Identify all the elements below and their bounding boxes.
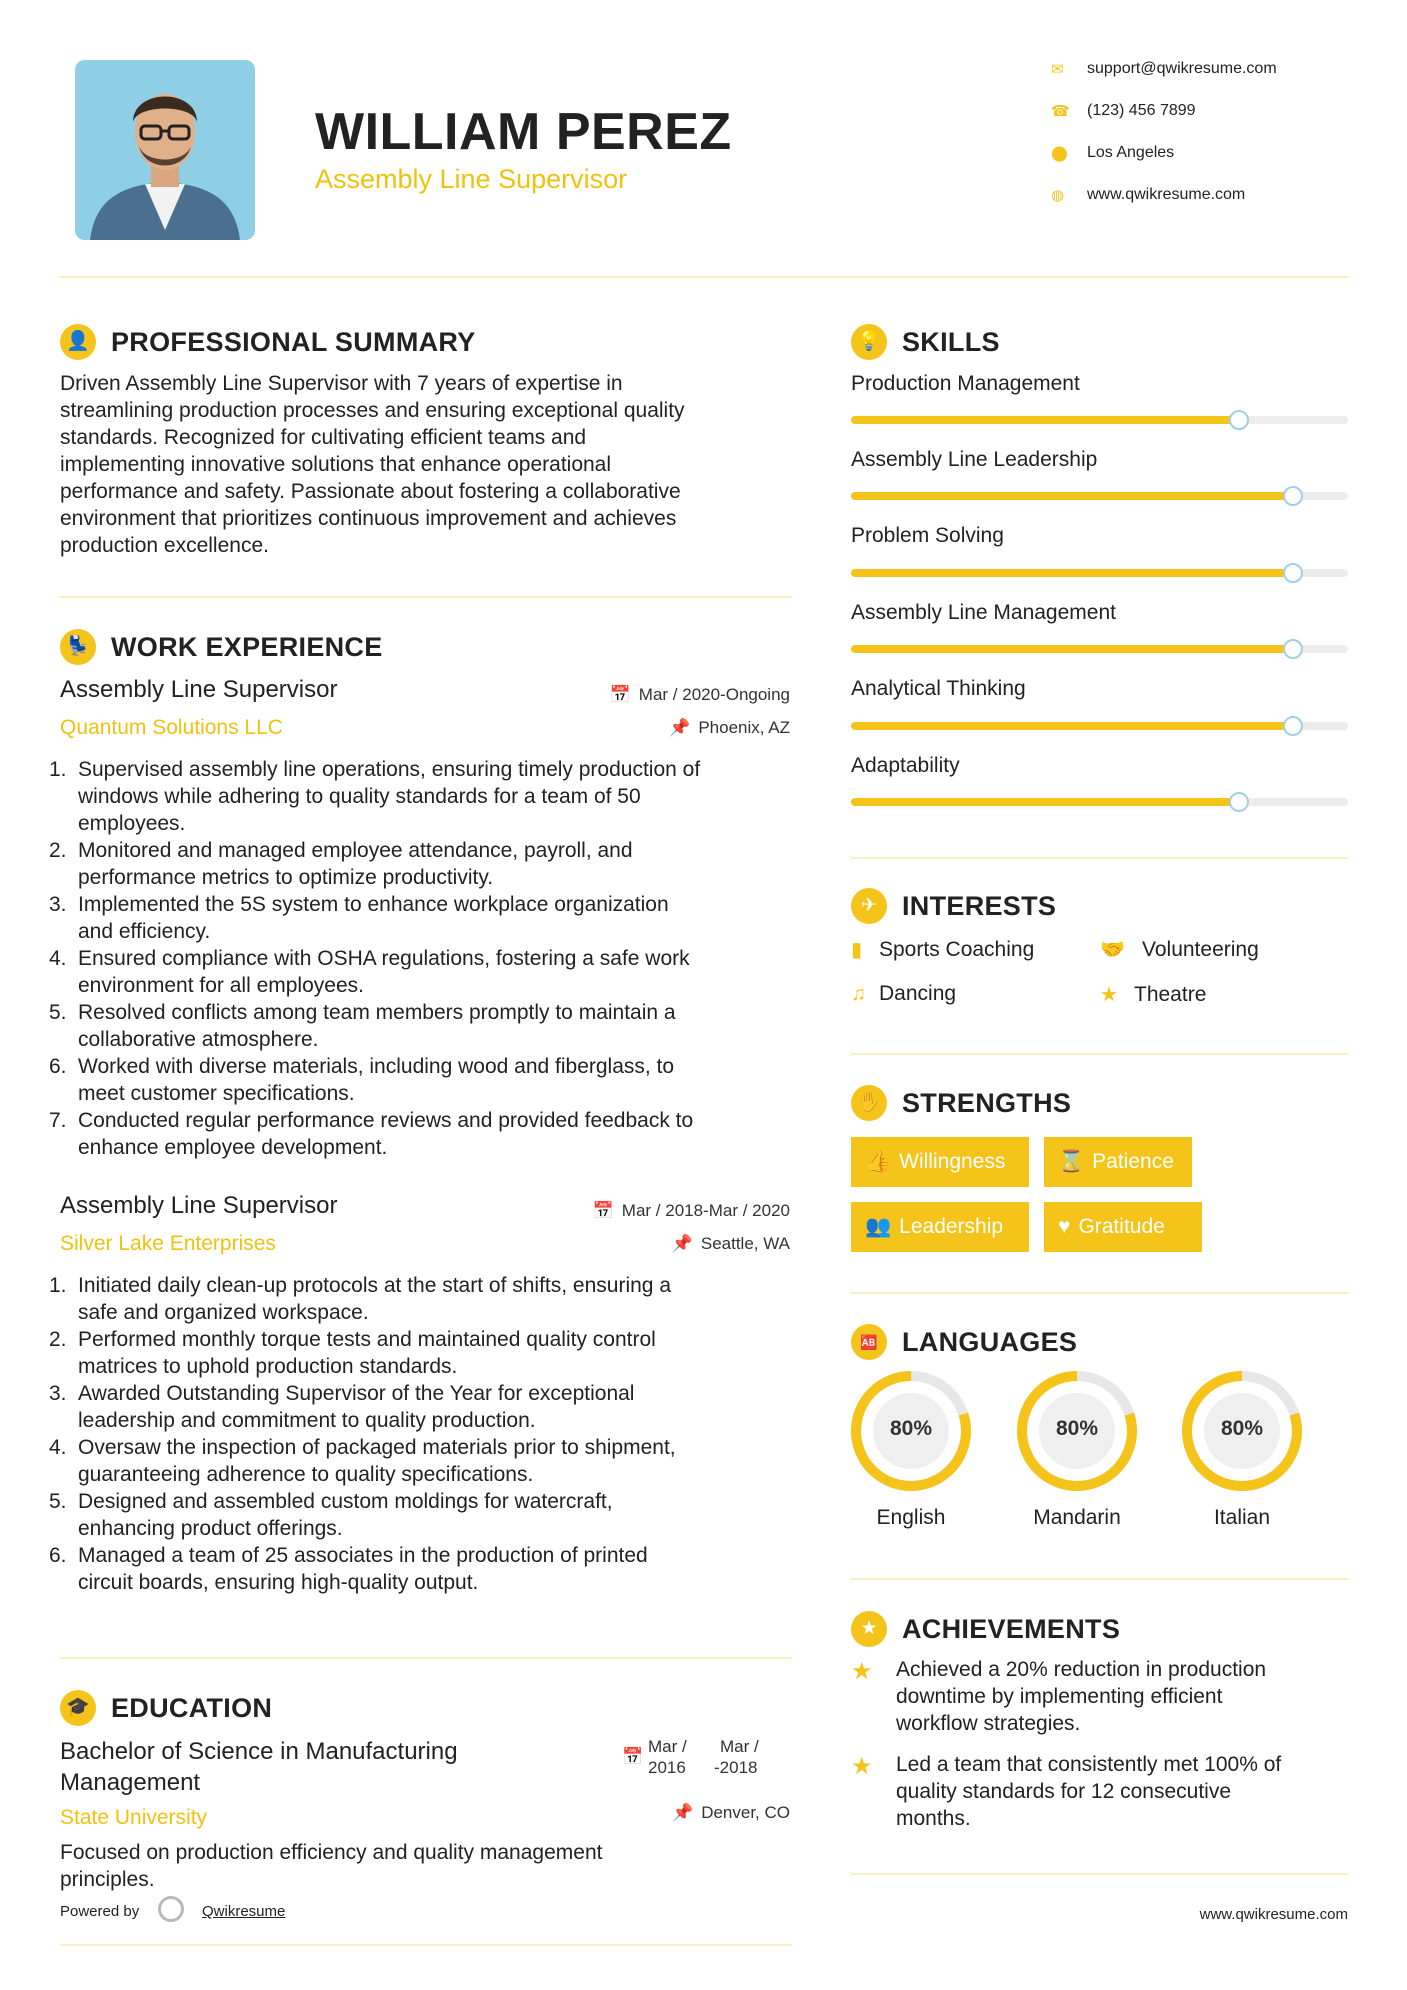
experience-heading: WORK EXPERIENCE (111, 632, 383, 662)
skill-label: Assembly Line Leadership (851, 448, 1098, 471)
skill-bar-fill (851, 492, 1293, 500)
list-item: 2. Monitored and managed employee attendance, payroll, and performance metrics to optimize productivity. (49, 839, 633, 889)
interest-item: 🤝 Volunteering (1100, 938, 1259, 961)
strengths-divider (851, 1292, 1348, 1294)
star-icon: ★ (1100, 984, 1118, 1006)
candidate-name: WILLIAM PEREZ (315, 103, 732, 161)
list-item: 6. Worked with diverse materials, including wood and fiberglass, to meet customer specifications. (49, 1055, 675, 1105)
summary-heading: PROFESSIONAL SUMMARY (111, 327, 476, 357)
skill-bar (851, 492, 1348, 500)
phone-icon: ☎ (1051, 103, 1070, 120)
skill-bar (851, 416, 1348, 424)
briefcase-icon: ▮ (851, 939, 863, 961)
job-location: 📌 Seattle, WA (671, 1234, 790, 1253)
job-company: Silver Lake Enterprises (60, 1232, 276, 1255)
email-icon: ✉ (1051, 61, 1064, 78)
achievement-item: Led a team that consistently met 100% of quality standards for 12 consecutive months. (896, 1753, 1282, 1830)
pin-icon: 📌 (669, 718, 691, 737)
trophy-star-icon: ★ (851, 1611, 887, 1647)
skill-bar (851, 722, 1348, 730)
achievements-heading: ACHIEVEMENTS (902, 1614, 1121, 1644)
language-gauge (1017, 1371, 1137, 1491)
languages-divider (851, 1578, 1348, 1580)
skill-bar (851, 798, 1348, 806)
handshake-icon: 🤝 (1100, 939, 1125, 961)
strength-chip: 👍 Willingness (851, 1137, 1029, 1187)
job-duties-list (49, 1272, 794, 1596)
strengths-heading: STRENGTHS (902, 1088, 1072, 1118)
list-item: 7. Conducted regular performance reviews and provided feedback to enhance employee development. (49, 1109, 694, 1159)
summary-divider (60, 596, 792, 598)
paper-plane-icon: ✈ (851, 888, 887, 924)
skill-bar-fill (851, 798, 1239, 806)
skill-bar-fill (851, 569, 1293, 577)
education-location: 📌 Denver, CO (672, 1803, 790, 1822)
skills-heading: SKILLS (902, 327, 1000, 357)
music-note-icon: ♫ (851, 983, 866, 1005)
interest-item: ★ Theatre (1100, 983, 1207, 1006)
heart-icon: ♥ (1058, 1215, 1071, 1238)
skill-bar (851, 645, 1348, 653)
language-name: Italian (1213, 1506, 1271, 1529)
languages-heading: LANGUAGES (902, 1327, 1078, 1357)
users-icon: 👥 (865, 1215, 892, 1238)
language-name: English (876, 1506, 946, 1529)
skill-label: Assembly Line Management (851, 601, 1116, 624)
profile-photo (75, 60, 255, 240)
language-icon: 🆎 (851, 1324, 887, 1360)
job-company: Quantum Solutions LLC (60, 716, 283, 739)
list-item: 6. Managed a team of 25 associates in the production of printed circuit boards, ensuring high-quality output. (49, 1544, 648, 1594)
qwikresume-logo-icon (158, 1896, 184, 1922)
skill-knob (1283, 563, 1303, 583)
interests-heading: INTERESTS (902, 891, 1057, 921)
skill-knob (1283, 639, 1303, 659)
education-description: Focused on production efficiency and quality management principles. (60, 1841, 603, 1891)
skill-knob (1283, 716, 1303, 736)
strength-chip: ♥ Gratitude (1044, 1202, 1202, 1252)
pin-icon: 📌 (672, 1803, 694, 1822)
user-icon: 👤 (60, 324, 96, 360)
strength-chip: ⌛ Patience (1044, 1137, 1192, 1187)
achievement-star-icon: ★ (851, 1753, 873, 1780)
list-item: 1. Supervised assembly line operations, ensuring timely production of windows while adhering to quality standards for a team of 50 employees. (49, 758, 701, 835)
brand-link[interactable]: Qwikresume (202, 1903, 286, 1920)
briefcase-chair-icon: 💺 (60, 629, 96, 665)
list-item: 3. Awarded Outstanding Supervisor of the Year for exceptional leadership and commitment to quality production. (49, 1382, 635, 1432)
language-gauge (851, 1371, 971, 1491)
candidate-title: Assembly Line Supervisor (315, 164, 628, 194)
list-item: 2. Performed monthly torque tests and maintained quality control matrices to uphold production standards. (49, 1328, 656, 1378)
interest-item: ▮ Sports Coaching (851, 938, 1035, 961)
achievement-star-icon: ★ (851, 1658, 873, 1685)
powered-by-label: Powered by (60, 1903, 140, 1920)
school-name: State University (60, 1806, 208, 1829)
skill-bar (851, 569, 1348, 577)
skill-label: Adaptability (851, 754, 960, 777)
language-percent: 80% (1220, 1417, 1264, 1440)
pin-icon: 📌 (671, 1234, 693, 1253)
contact-email[interactable]: ✉ support@qwikresume.com (1051, 60, 1277, 78)
skills-divider (851, 857, 1348, 859)
skill-knob (1229, 792, 1249, 812)
experience-divider (60, 1657, 792, 1659)
skill-knob (1229, 410, 1249, 430)
location-icon: ⬤ (1051, 145, 1068, 162)
list-item: 5. Designed and assembled custom moldings for watercraft, enhancing product offerings. (49, 1490, 613, 1540)
skill-bar-fill (851, 722, 1293, 730)
education-heading: EDUCATION (111, 1693, 273, 1723)
achievement-item: Achieved a 20% reduction in production downtime by implementing efficient workflow strategies. (896, 1658, 1267, 1735)
job-location: 📌 Phoenix, AZ (669, 718, 790, 737)
skill-label: Production Management (851, 372, 1080, 395)
calendar-icon: 📅 (622, 1747, 644, 1766)
contact-phone[interactable]: ☎ (123) 456 7899 (1051, 102, 1196, 120)
skill-knob (1283, 486, 1303, 506)
contact-location: ⬤ Los Angeles (1051, 144, 1175, 162)
calendar-icon: 📅 (609, 685, 631, 704)
thumbs-up-icon: 👍 (865, 1150, 892, 1173)
job-date: 📅 Mar / 2018-Mar / 2020 (592, 1201, 790, 1220)
degree-title: Bachelor of Science in Manufacturing Management (60, 1738, 458, 1796)
globe-icon: ◍ (1051, 187, 1065, 204)
language-percent: 80% (889, 1417, 933, 1440)
hand-icon: ✋ (851, 1085, 887, 1121)
language-gauge (1182, 1371, 1302, 1491)
calendar-icon: 📅 (592, 1201, 614, 1220)
job-title: Assembly Line Supervisor (60, 676, 338, 703)
skill-label: Analytical Thinking (851, 677, 1026, 700)
language-percent: 80% (1055, 1417, 1099, 1440)
list-item: 4. Oversaw the inspection of packaged materials prior to shipment, guaranteeing adherence to quality specifications. (49, 1436, 676, 1486)
hourglass-icon: ⌛ (1058, 1150, 1085, 1173)
skill-bar-fill (851, 645, 1293, 653)
skill-bar-fill (851, 416, 1239, 424)
graduation-icon: 🎓 (60, 1690, 96, 1726)
list-item: 4. Ensured compliance with OSHA regulations, fostering a safe work environment for all employees. (49, 947, 690, 997)
job-date: 📅 Mar / 2020-Ongoing (609, 685, 790, 704)
header-divider (60, 276, 1348, 278)
summary-text: Driven Assembly Line Supervisor with 7 years of expertise in streamlining production processes and ensuring exceptional quality standards. Recognized for cultivating efficient teams and implementing innovative solutions that enhance operational performance and safety. Passionate about fostering a collaborative environment that prioritizes continuous improvement and achieves production excellence. (60, 372, 685, 557)
skill-label: Problem Solving (851, 524, 1004, 547)
interests-divider (851, 1053, 1348, 1055)
interest-item: ♫ Dancing (851, 982, 957, 1005)
achievements-divider (851, 1873, 1348, 1875)
strength-chip: 👥 Leadership (851, 1202, 1029, 1252)
lightbulb-icon: 💡 (851, 324, 887, 360)
list-item: 1. Initiated daily clean-up protocols at the start of shifts, ensuring a safe and organized workspace. (49, 1274, 671, 1324)
footer-site[interactable]: www.qwikresume.com (1199, 1906, 1348, 1923)
footer-divider-left (60, 1944, 792, 1946)
job-title: Assembly Line Supervisor (60, 1192, 338, 1219)
language-name: Mandarin (1033, 1506, 1121, 1529)
job-duties-list (49, 756, 794, 1161)
list-item: 5. Resolved conflicts among team members promptly to maintain a collaborative atmosphere. (49, 1001, 676, 1051)
list-item: 3. Implemented the 5S system to enhance workplace organization and efficiency. (49, 893, 669, 943)
contact-website[interactable]: ◍ www.qwikresume.com (1051, 186, 1246, 204)
